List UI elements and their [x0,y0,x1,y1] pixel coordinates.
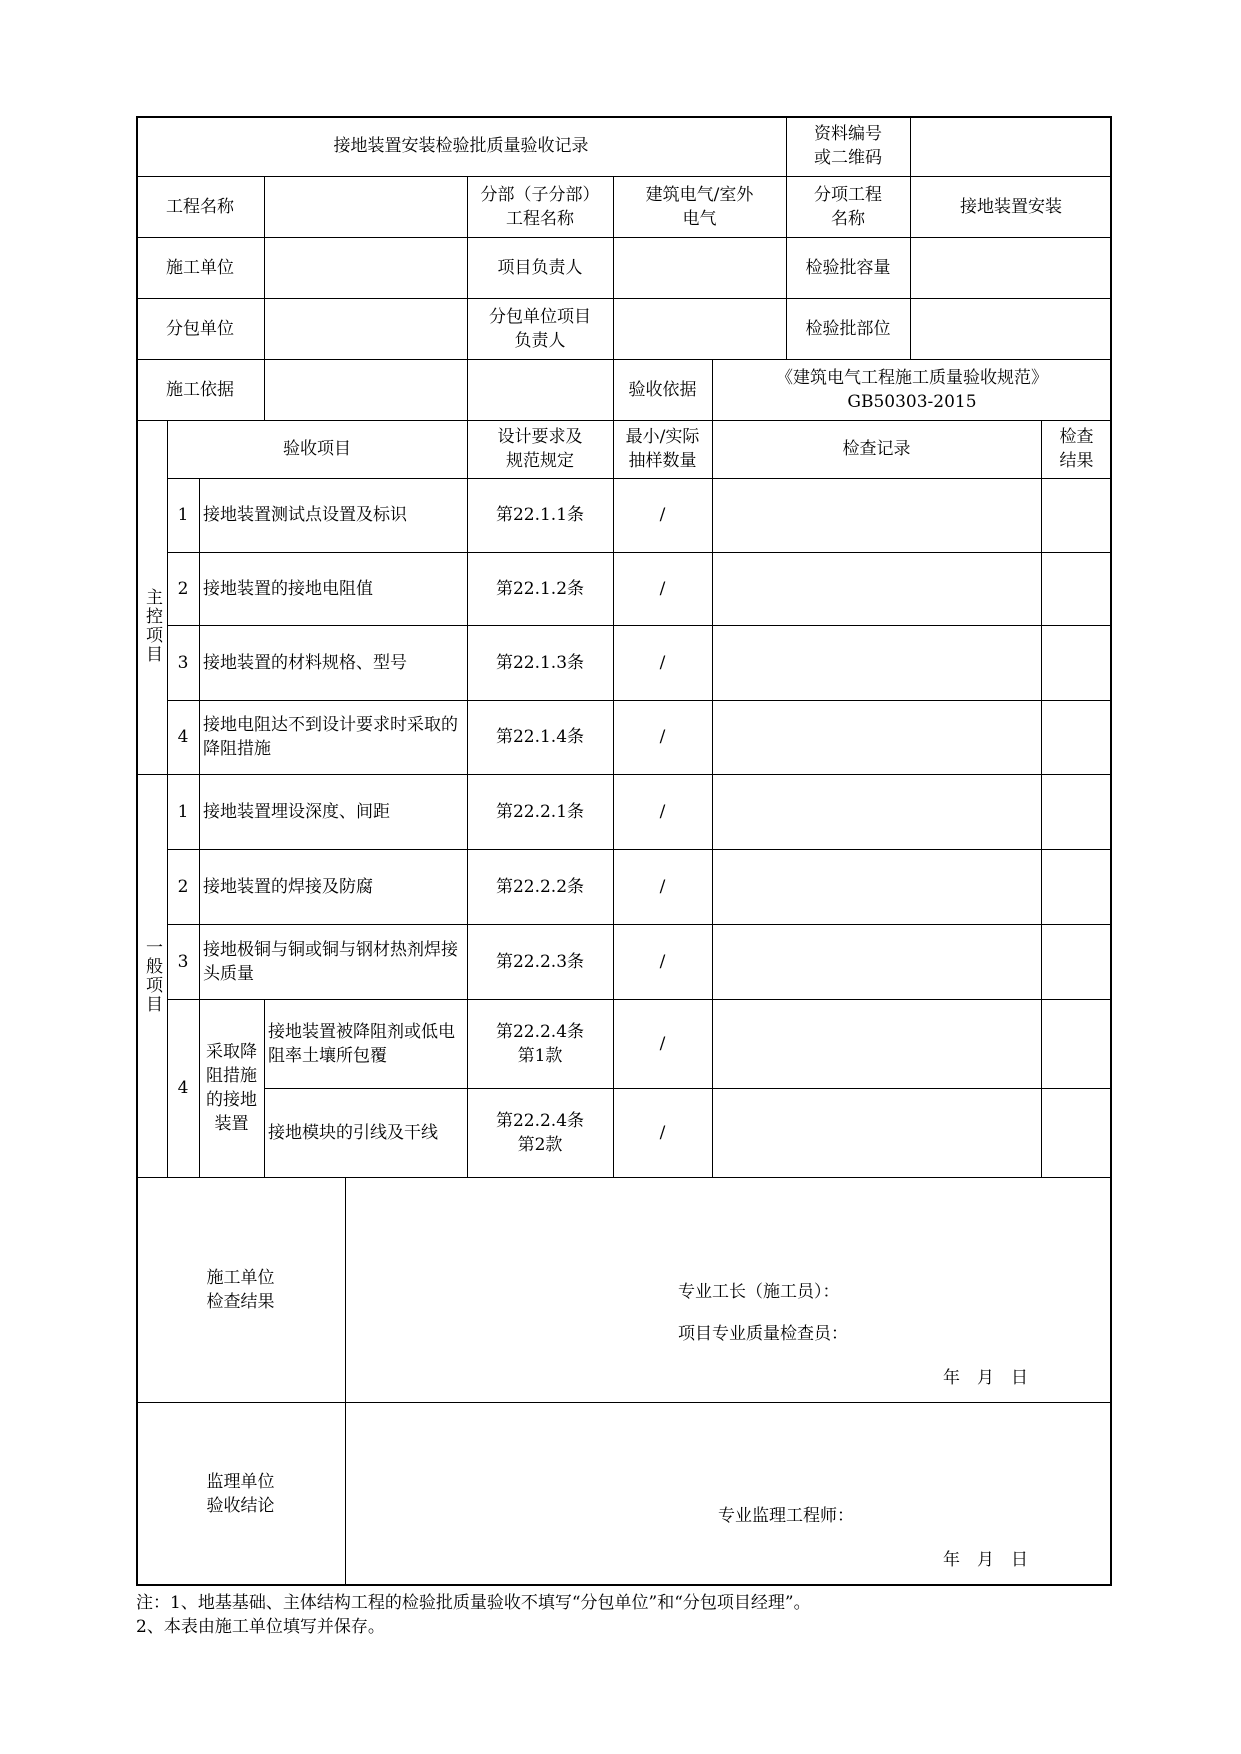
doc-number-field[interactable] [910,116,1112,176]
subcontractor-field[interactable] [264,298,467,359]
general-label [136,774,167,1177]
main-control-label-text: 主控项目 [142,588,162,664]
row-sample: / [659,505,666,525]
row-sample: / [659,876,666,897]
acceptance-basis-label: 验收依据 [628,379,697,400]
quality-inspector-signature-label: 项目专业质量检查员： [678,1324,848,1344]
row-result-field[interactable] [1041,774,1112,849]
supervisor-date: 年 月 日 [943,1550,1028,1570]
row-sample: / [659,801,666,822]
row-number: 2 [177,578,189,599]
supervision-engineer-signature-label: 专业监理工程师： [718,1506,854,1526]
row-sample: / [659,578,666,599]
doc-number-label: 资料编号 或二维码 [814,124,882,168]
row-item: 接地装置的接地电阻值 [203,578,373,599]
subcontractor-label: 分包单位 [166,318,234,339]
construction-basis-field[interactable] [264,359,613,420]
project-lead-field[interactable] [613,237,786,298]
column-sample: 最小/实际 抽样数量 [625,427,700,471]
row-result-field[interactable] [1041,625,1112,700]
sub-lead-field[interactable] [613,298,786,359]
form-title: 接地装置安装检验批质量验收记录 [333,136,589,156]
row-number: 1 [177,505,189,525]
row-item: 接地极铜与铜或铜与钢材热剂焊接头质量 [203,939,458,984]
row-item: 接地模块的引线及干线 [268,1122,438,1143]
column-record: 检查记录 [842,439,911,459]
row-result-field[interactable] [1041,478,1112,552]
project-lead-label: 项目负责人 [497,257,583,278]
batch-location-label: 检验批部位 [805,318,891,339]
main-control-label [136,478,167,774]
row-sample: / [659,951,666,972]
row-clause: 第22.1.1条 [495,505,585,525]
sub-lead-label: 分包单位项目 负责人 [489,306,591,351]
row-clause: 第22.1.4条 [495,727,585,747]
acceptance-form [136,116,1112,1586]
row-record-field[interactable] [712,552,1041,625]
general-label-text: 一般项目 [142,937,162,1014]
row-result-field[interactable] [1041,1088,1112,1177]
batch-capacity-label: 检验批容量 [805,257,891,278]
row-number: 1 [177,801,189,822]
construction-basis-label: 施工依据 [166,379,234,400]
row-item: 接地电阻达不到设计要求时采取的降阻措施 [203,715,458,759]
foreman-signature-label: 专业工长（施工员）： [678,1282,840,1302]
contractor-date: 年 月 日 [943,1368,1028,1388]
row-record-field[interactable] [712,849,1041,924]
batch-capacity-field[interactable] [910,237,1112,298]
row-result-field[interactable] [1041,849,1112,924]
row-record-field[interactable] [712,478,1041,552]
row-result-field[interactable] [1041,924,1112,999]
column-item: 验收项目 [283,439,351,459]
row-record-field[interactable] [712,999,1041,1088]
row-result-field[interactable] [1041,552,1112,625]
row-item: 接地装置的材料规格、型号 [203,652,407,673]
batch-location-field[interactable] [910,298,1112,359]
row-group-label: 采取降阻措施的接地装置 [206,1042,257,1134]
acceptance-basis-value: 《建筑电气工程施工质量验收规范》 GB50303-2015 [776,367,1048,412]
item-project-field[interactable]: 接地装置安装 [960,196,1062,217]
footnote-1: 注：1、地基基础、主体结构工程的检验批质量验收不填写“分包单位”和“分包项目经理”。 [136,1593,811,1613]
row-clause: 第22.1.2条 [495,578,585,599]
row-clause: 第22.2.2条 [495,876,585,897]
row-sample: / [659,652,666,673]
row-number: 3 [177,951,189,972]
row-number: 3 [177,652,189,673]
contractor-check-label: 施工单位 检查结果 [206,1267,275,1312]
supervisor-label: 监理单位 验收结论 [206,1472,275,1516]
subdivision-label: 分部（子分部） 工程名称 [480,184,600,229]
contractor-field[interactable] [264,237,467,298]
project-name-label: 工程名称 [166,196,234,217]
row-item: 接地装置被降阻剂或低电阻率土壤所包覆 [268,1021,455,1066]
row-record-field[interactable] [712,1088,1041,1177]
row-sample: / [659,727,666,747]
row-clause: 第22.1.3条 [495,652,585,673]
row-result-field[interactable] [1041,999,1112,1088]
row-item: 接地装置埋设深度、间距 [203,801,390,822]
footnote-2: 2、本表由施工单位填写并保存。 [136,1617,385,1637]
row-item: 接地装置的焊接及防腐 [203,876,373,897]
subdivision-field[interactable]: 建筑电气/室外 电气 [645,184,754,229]
column-result: 检查 结果 [1059,427,1094,471]
row-record-field[interactable] [712,700,1041,774]
row-clause: 第22.2.1条 [495,801,585,822]
row-record-field[interactable] [712,625,1041,700]
row-clause: 第22.2.3条 [495,951,585,972]
row-sample: / [659,1033,666,1054]
row-item: 接地装置测试点设置及标识 [203,505,407,525]
row-result-field[interactable] [1041,700,1112,774]
row-record-field[interactable] [712,924,1041,999]
row-clause: 第22.2.4条 第1款 [495,1021,585,1066]
column-requirement: 设计要求及 规范规定 [497,427,583,471]
contractor-label: 施工单位 [166,257,234,278]
row-clause: 第22.2.4条 第2款 [495,1110,585,1155]
row-record-field[interactable] [712,774,1041,849]
row-sample: / [659,1122,666,1143]
row-number: 2 [177,876,189,897]
project-name-field[interactable] [264,176,467,237]
row-number: 4 [177,1078,189,1098]
row-number: 4 [177,727,189,747]
item-project-label: 分项工程 名称 [814,184,882,229]
